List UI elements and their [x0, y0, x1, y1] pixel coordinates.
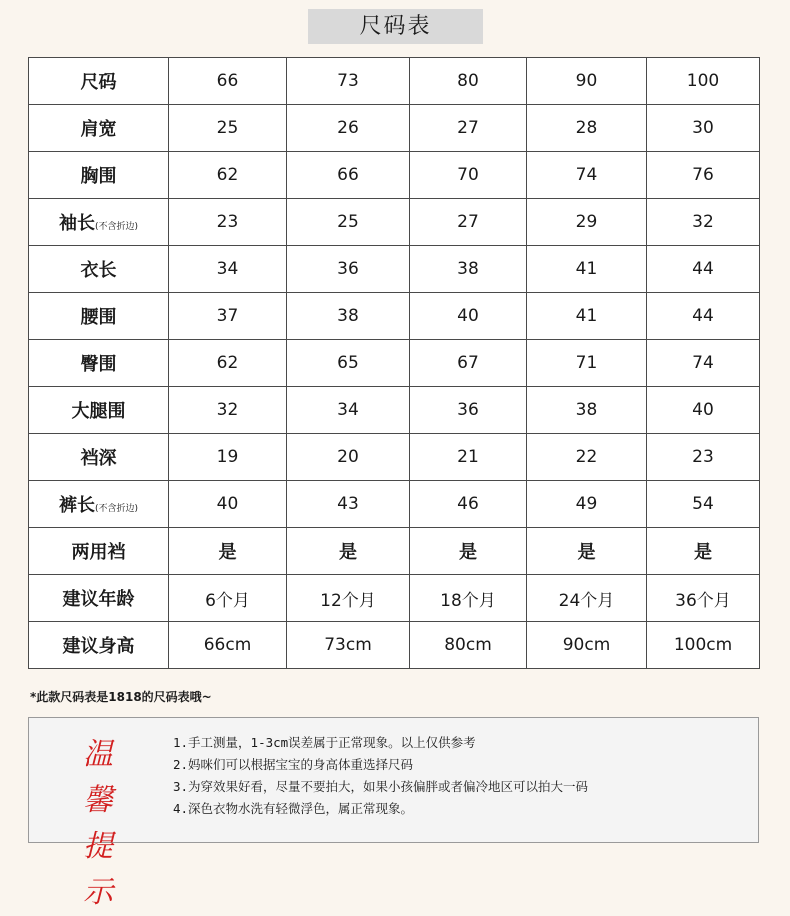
- tips-title: [65, 732, 139, 916]
- table-cell: 27: [410, 199, 527, 246]
- table-cell: 34: [287, 387, 410, 434]
- table-cell: 90cm: [527, 622, 647, 669]
- size-note: *此款尺码表是1818的尺码表哦~: [30, 690, 212, 704]
- row-label: 衣长: [80, 260, 117, 281]
- row-label: 建议身高: [62, 636, 135, 657]
- table-cell: 71: [527, 340, 647, 387]
- table-cell: 66: [169, 58, 287, 105]
- table-cell: 29: [527, 199, 647, 246]
- table-cell: 32: [647, 199, 760, 246]
- table-cell: 74: [647, 340, 760, 387]
- row-label: 建议年龄: [62, 589, 135, 610]
- row-label-note: (不含折边): [94, 504, 139, 514]
- table-cell: 66: [287, 152, 410, 199]
- table-cell: 44: [647, 293, 760, 340]
- table-cell: 18个月: [410, 575, 527, 622]
- table-cell: 41: [527, 246, 647, 293]
- table-cell: 25: [287, 199, 410, 246]
- table-row: [29, 246, 760, 293]
- table-row: [29, 58, 760, 105]
- table-cell: 41: [527, 293, 647, 340]
- row-label-cell: [29, 105, 169, 152]
- table-cell: 62: [169, 152, 287, 199]
- table-row: [29, 152, 760, 199]
- tip-item: 4.深色衣物水洗有轻微浮色，属正常现象。: [173, 801, 414, 816]
- table-cell: 44: [647, 246, 760, 293]
- table-cell: 74: [527, 152, 647, 199]
- tips-list: [173, 732, 588, 820]
- table-cell: 28: [527, 105, 647, 152]
- tips-title-line1: 温馨: [83, 737, 121, 818]
- table-cell: 43: [287, 481, 410, 528]
- table-cell: 23: [169, 199, 287, 246]
- table-cell: 36: [287, 246, 410, 293]
- tip-item: 1.手工测量，1-3cm误差属于正常现象。以上仅供参考: [173, 735, 476, 750]
- table-cell: 46: [410, 481, 527, 528]
- tips-title-line2: 提示: [83, 829, 121, 910]
- row-label: 臀围: [80, 354, 117, 375]
- table-row: [29, 199, 760, 246]
- table-cell: 6个月: [169, 575, 287, 622]
- table-cell: 66cm: [169, 622, 287, 669]
- table-cell: 67: [410, 340, 527, 387]
- row-label-cell: [29, 575, 169, 622]
- row-label: 胸围: [80, 166, 117, 187]
- row-label: 肩宽: [80, 119, 117, 140]
- table-cell: 19: [169, 434, 287, 481]
- table-row: [29, 340, 760, 387]
- table-cell: 76: [647, 152, 760, 199]
- tip-item: 2.妈咪们可以根据宝宝的身高体重选择尺码: [173, 757, 414, 772]
- table-cell: 23: [647, 434, 760, 481]
- table-cell: 26: [287, 105, 410, 152]
- row-label-cell: [29, 387, 169, 434]
- table-cell: 24个月: [527, 575, 647, 622]
- table-cell: 20: [287, 434, 410, 481]
- table-cell: 32: [169, 387, 287, 434]
- row-label-cell: [29, 152, 169, 199]
- table-cell: 36: [410, 387, 527, 434]
- tips-box: [28, 717, 759, 910]
- row-label: 两用裆: [71, 542, 126, 563]
- row-label-cell: [29, 293, 169, 340]
- table-cell: 37: [169, 293, 287, 340]
- table-cell: 40: [647, 387, 760, 434]
- table-row: [29, 293, 760, 340]
- row-label: 尺码: [80, 72, 117, 93]
- row-label-cell: [29, 199, 169, 246]
- tip-item: 3.为穿效果好看，尽量不要拍大，如果小孩偏胖或者偏冷地区可以拍大一码: [173, 779, 589, 794]
- table-cell: 65: [287, 340, 410, 387]
- row-label-cell: [29, 340, 169, 387]
- table-cell: 是: [410, 528, 527, 575]
- table-cell: 49: [527, 481, 647, 528]
- table-row: [29, 105, 760, 152]
- table-cell: 22: [527, 434, 647, 481]
- table-cell: 90: [527, 58, 647, 105]
- row-label: 裆深: [80, 448, 117, 469]
- row-label-cell: [29, 528, 169, 575]
- table-cell: 70: [410, 152, 527, 199]
- table-cell: 100: [647, 58, 760, 105]
- table-cell: 40: [169, 481, 287, 528]
- table-row: [29, 387, 760, 434]
- table-cell: 34: [169, 246, 287, 293]
- row-label-cell: [29, 246, 169, 293]
- table-cell: 73: [287, 58, 410, 105]
- table-cell: 80cm: [410, 622, 527, 669]
- row-label-note: (不含折边): [94, 222, 139, 232]
- table-cell: 40: [410, 293, 527, 340]
- table-cell: 38: [410, 246, 527, 293]
- row-label: 袖长: [58, 213, 95, 234]
- table-cell: 12个月: [287, 575, 410, 622]
- row-label-cell: [29, 622, 169, 669]
- table-row: [29, 622, 760, 669]
- table-row: [29, 481, 760, 528]
- table-cell: 是: [647, 528, 760, 575]
- table-cell: 30: [647, 105, 760, 152]
- table-cell: 27: [410, 105, 527, 152]
- table-cell: 21: [410, 434, 527, 481]
- table-cell: 36个月: [647, 575, 760, 622]
- table-cell: 73cm: [287, 622, 410, 669]
- size-table: [28, 57, 760, 669]
- table-cell: 25: [169, 105, 287, 152]
- row-label-cell: [29, 58, 169, 105]
- table-cell: 是: [169, 528, 287, 575]
- row-label-cell: [29, 481, 169, 528]
- page-title: 尺码表: [308, 9, 483, 44]
- table-row: [29, 575, 760, 622]
- row-label: 裤长: [58, 495, 95, 516]
- row-label: 大腿围: [71, 401, 126, 422]
- table-cell: 是: [527, 528, 647, 575]
- table-cell: 38: [527, 387, 647, 434]
- table-cell: 80: [410, 58, 527, 105]
- table-cell: 54: [647, 481, 760, 528]
- table-cell: 100cm: [647, 622, 760, 669]
- table-row: [29, 528, 760, 575]
- row-label: 腰围: [80, 307, 117, 328]
- table-cell: 38: [287, 293, 410, 340]
- table-cell: 是: [287, 528, 410, 575]
- row-label-cell: [29, 434, 169, 481]
- table-cell: 62: [169, 340, 287, 387]
- table-row: [29, 434, 760, 481]
